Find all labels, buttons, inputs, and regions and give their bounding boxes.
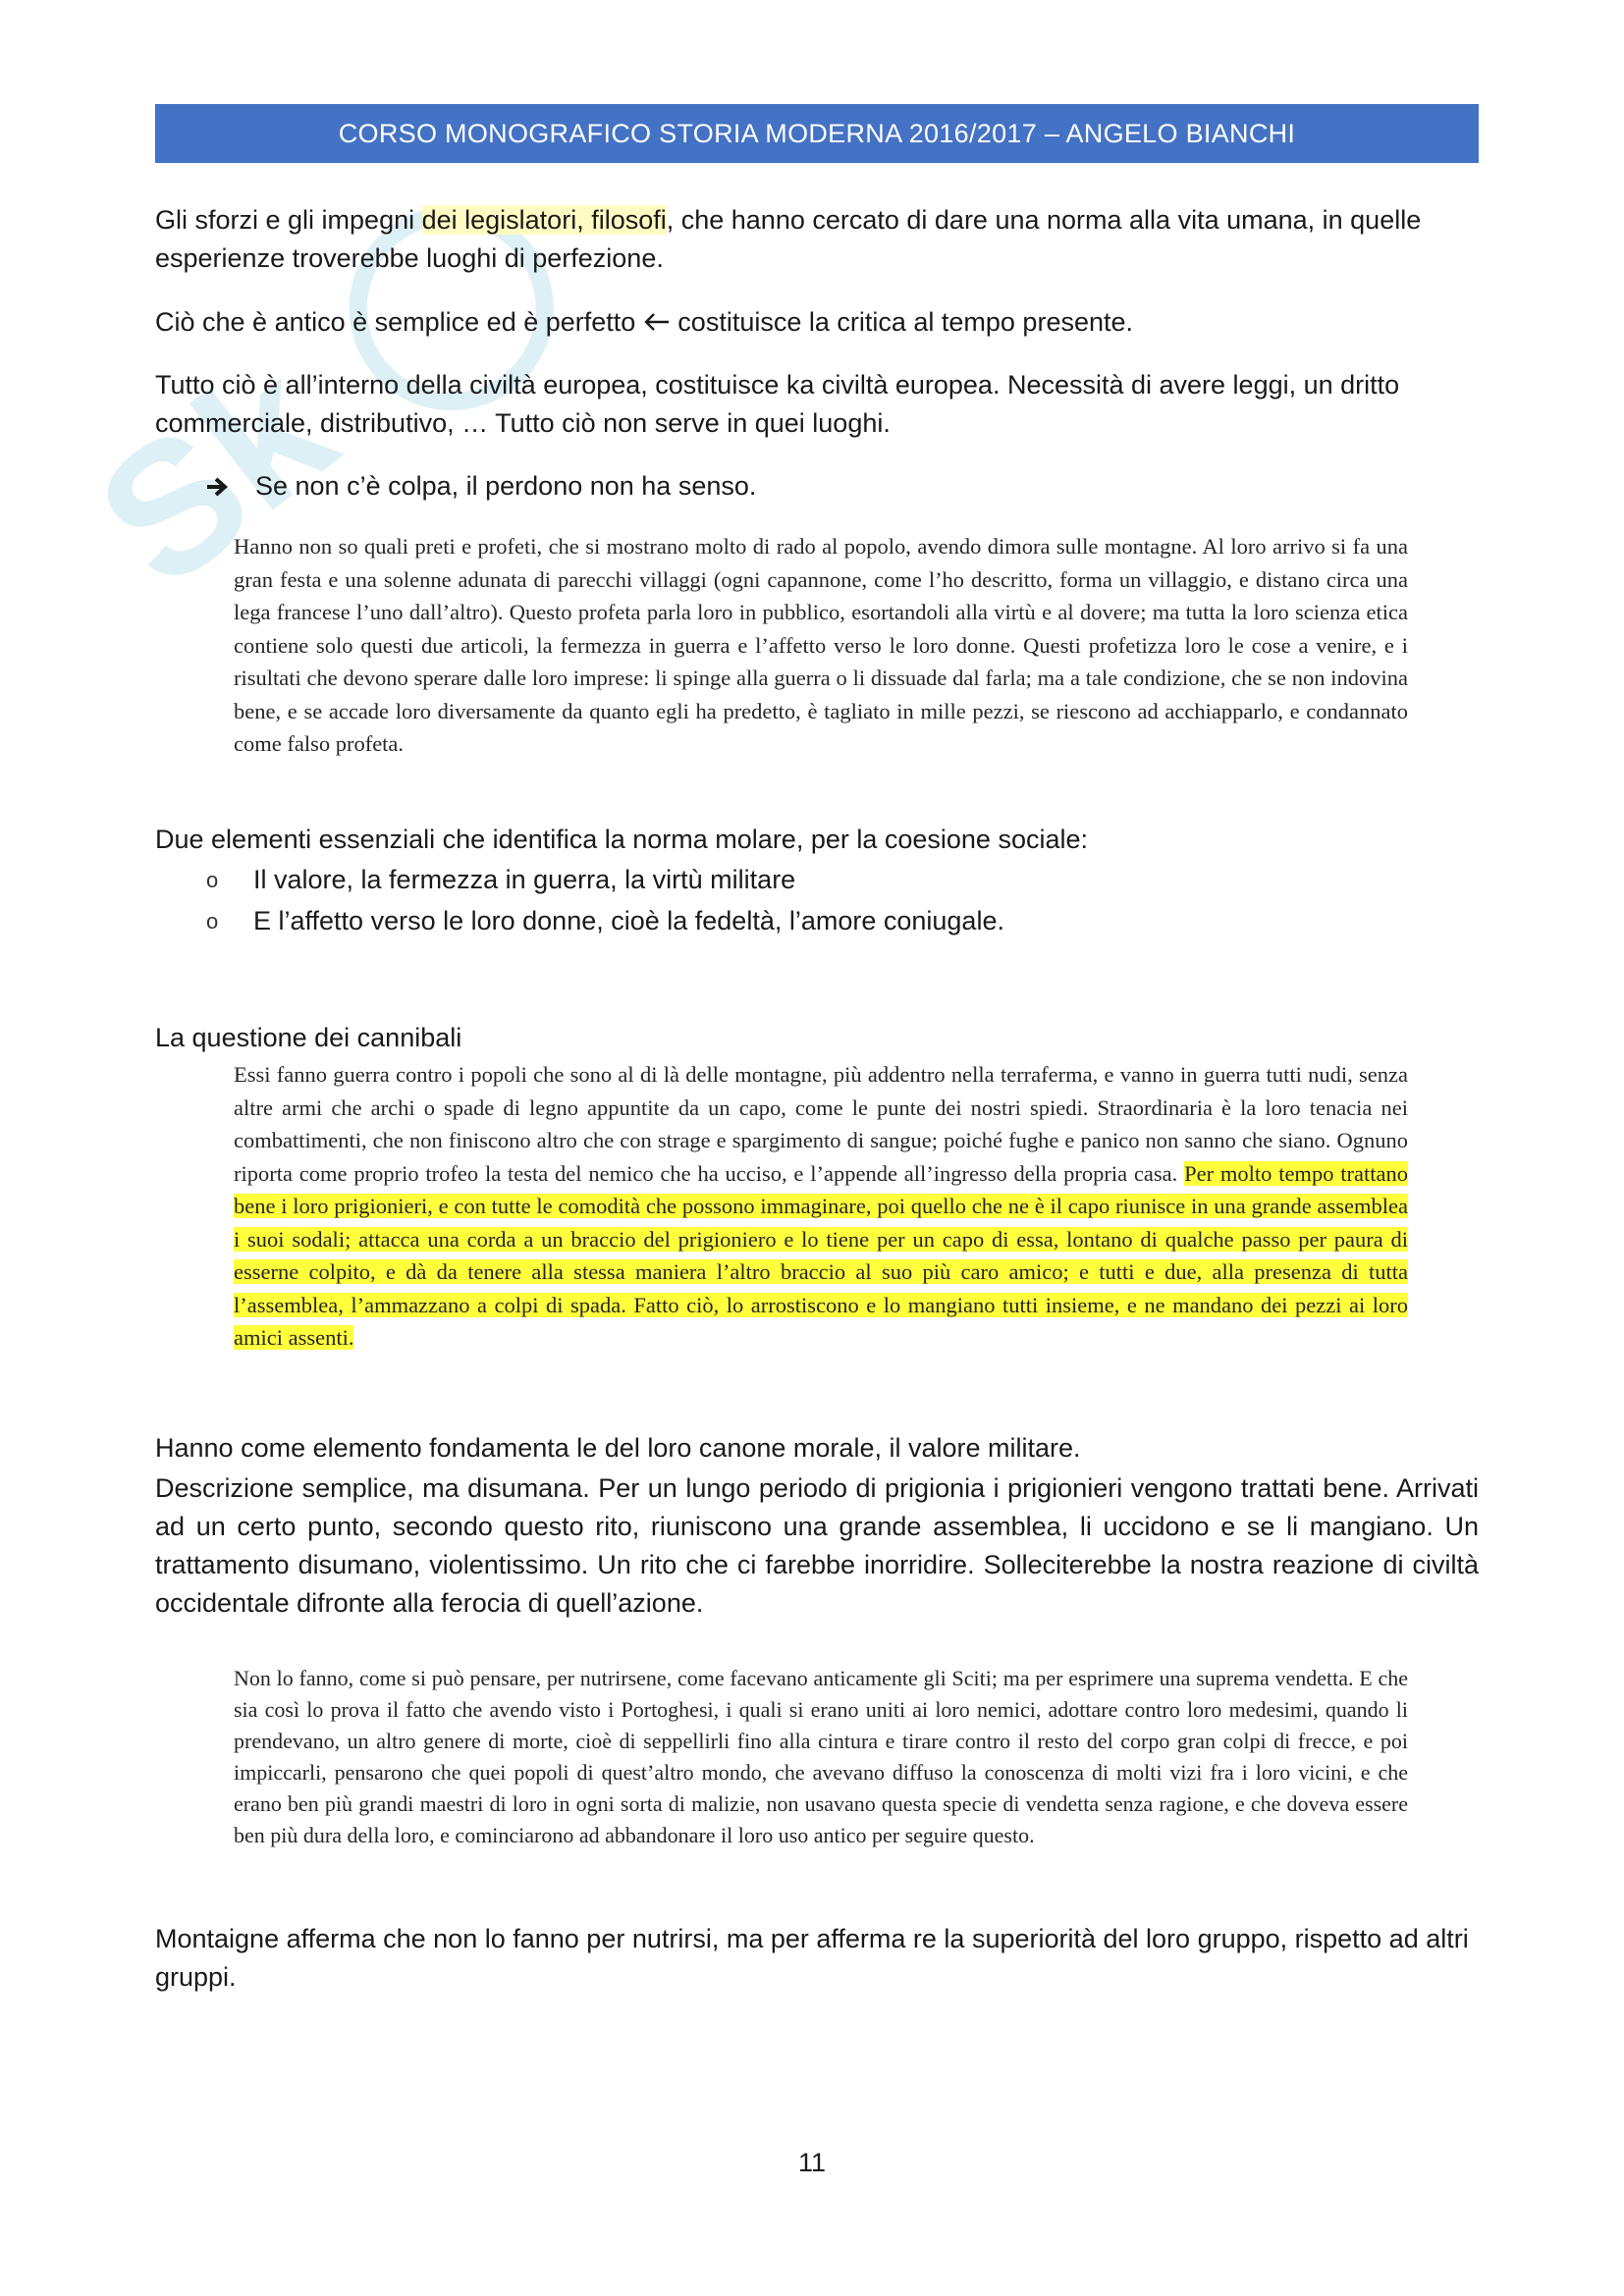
left-arrow-icon: [643, 311, 671, 333]
header-title: CORSO MONOGRAFICO STORIA MODERNA 2016/2017 – ANGELO BIANCHI: [338, 118, 1296, 148]
quote-vendetta: Non lo fanno, come si può pensare, per nutrirsene, come facevano anticamente gli Sciti; ma per esprimere una suprema vendetta. E che sia così lo prova il fatto che avendo visto i Portoghesi, i quali si erano uniti ai loro nemici, adottare contro loro medesimi, quando li prendevano, un altro genere di morte, cioè di seppellirli fino alla cintura e tirare contro il resto del corpo gran colpi di frecce, e poi impiccarli, pensarono che quei popoli di quest’altro mondo, che avevano diffuso la conoscenza di molti vizi fra i loro vicini, e che erano ben più grandi maestri di loro in ogni sorta di malizie, non usavano questa specie di vendetta senza ragione, e che doveva essere ben più dura della loro, e cominciarono ad abbandonare il loro uso antico per seguire questo.: [234, 1666, 1408, 1847]
quote-guerra: Essi fanno guerra contro i popoli che sono al di là delle montagne, più addentro nella terraferma, e vanno in guerra tutti nudi, senza altre armi che archi o spade di legno appuntite da un capo, come le punte dei nostri spiedi. Straordinaria è la loro tenacia nei combattimenti, che non finiscono altro che con strage e spargimento di sangue; poiché fughe e panico non sanno che siano. Ognuno riporta come proprio trofeo la testa del nemico che ha ucciso, e l’appende all’ingresso della propria casa. Per molto tempo trattano bene i loro prigionieri, e con tutte le comodità che possono immaginare, poi quello che ne è il capo riunisce in una grande assemblea i suoi sodali; attacca una corda a un braccio del prigioniero e lo tiene per un capo di essa, lontano di qualche passo per paura di esserne colpito, e dà da tenere alla stessa maniera l’altro braccio al suo più caro amico; e tutti e due, alla presenza di tutta l’assemblea, l’ammazzano a colpi di spada. Fatto ciò, lo arrostiscono e lo mangiano tutti insieme, e ne mandano dei pezzi ai loro amici assenti.: [234, 1062, 1408, 1350]
svg-text:Sk: Sk: [61, 321, 369, 627]
paragraph-valore-militare: Hanno come elemento fondamenta le del loro canone morale, il valore militare.: [155, 1433, 1081, 1463]
paragraph-legislators: Gli sforzi e gli impegni dei legislatori, filosofi, che hanno cercato di dare una norma alla vita umana, in quelle esperienze troverebbe luoghi di perfezione.: [155, 205, 1422, 273]
paragraph-civilta: Tutto ciò è all’interno della civiltà europea, costituisce ka civiltà europea. Necessità di avere leggi, un dritto commerciale, distributivo, … Tutto ciò non serve in quei luoghi.: [155, 370, 1400, 438]
page-number: 11: [797, 2148, 827, 2177]
bullet-item: o E l’affetto verso le loro donne, cioè la fedeltà, l’amore coniugale.: [206, 906, 1004, 935]
arrow-list-item: Se non c’è colpa, il perdono non ha senso.: [206, 467, 756, 506]
quote-profeti: Hanno non so quali preti e profeti, che si mostrano molto di rado al popolo, avendo dimora sulle montagne. Al loro arrivo si fa una gran festa e una solenne adunata di parecchi villaggi (ogni capannone, come l’ho descritto, forma un villaggio, e distano circa una lega francese l’uno dall’altro). Questo profeta parla loro in pubblico, esortandoli alla virtù e al dovere; ma tutta la loro scienza etica contiene solo questi due articoli, la fermezza in guerra e l’affetto verso le loro donne. Questi profetizza loro le cose a venire, e i risultati che devono sperare dalle loro imprese: li spinge alla guerra o li dissuade dal farla; ma a tale condizione, che se non indovina bene, e se accade loro diversamente da quanto egli ha predetto, è tagliato in mille pezzi, se riescono ad acchiapparlo, e condannato come falso profeta.: [234, 534, 1408, 756]
paragraph-antico: Ciò che è antico è semplice ed è perfetto costituisce la critica al tempo presente.: [155, 307, 1134, 337]
bullet-item: o Il valore, la fermezza in guerra, la virtù militare: [206, 865, 796, 894]
section-heading-cannibali: La questione dei cannibali: [155, 1023, 462, 1052]
highlighted-text: Per molto tempo trattano bene i loro prigionieri, e con tutte le comodità che possono immaginare, poi quello che ne è il capo riunisce in una grande assemblea i suoi sodali; attacca una corda a un braccio del prigioniero e lo tiene per un capo di essa, lontano di qualche passo per paura di esserne colpito, e dà da tenere alla stessa maniera l’altro braccio al suo più caro amico; e tutti e due, alla presenza di tutta l’assemblea, l’ammazzano a colpi di spada. Fatto ciò, lo arrostiscono e lo mangiano tutti insieme, e ne mandano dei pezzi ai loro amici assenti.: [234, 1160, 1408, 1350]
right-arrow-bullet-icon: [206, 476, 230, 498]
paragraph-descrizione: Descrizione semplice, ma disumana. Per un lungo periodo di prigionia i prigionieri vengono trattati bene. Arrivati ad un certo punto, secondo questo rito, riuniscono una grande assemblea, li uccidono e se li mangiano. Un trattamento disumano, violentissimo. Un rito che ci farebbe inorridire. Solleciterebbe la nostra reazione di civiltà occidentale difronte alla ferocia di quell’azione.: [155, 1473, 1479, 1618]
paragraph-montaigne: Montaigne afferma che non lo fanno per nutrirsi, ma per afferma re la superiorità del loro gruppo, rispetto ad altri gruppi.: [155, 1924, 1469, 1992]
document-header: [155, 104, 1479, 163]
section1-intro: Due elementi essenziali che identifica la norma molare, per la coesione sociale:: [155, 825, 1088, 854]
